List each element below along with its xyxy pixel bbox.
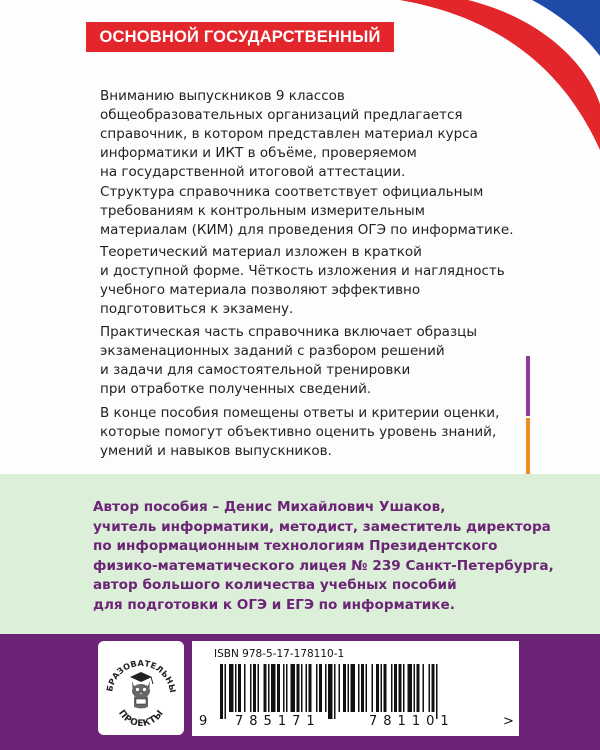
barcode-bar	[414, 664, 416, 712]
description-paragraph-1	[100, 87, 500, 182]
barcode-bar	[238, 664, 241, 712]
text-line: и задачи для самостоятельной тренировки	[100, 362, 411, 378]
barcode-bar	[351, 664, 356, 712]
barcode-bar	[297, 664, 300, 712]
barcode-bar	[366, 664, 368, 712]
text-line: на государственной итоговой аттестации.	[100, 164, 406, 180]
barcode-bar	[235, 664, 237, 712]
barcode-bar	[343, 664, 346, 712]
barcode-bars	[220, 664, 494, 719]
author-line: учитель информатики, методист, заместитель директора	[93, 518, 551, 535]
barcode-bar	[301, 664, 303, 712]
barcode-bar	[372, 664, 374, 712]
barcode-bar	[381, 664, 383, 712]
barcode-bar	[244, 664, 246, 712]
barcode-bar	[271, 664, 276, 712]
author-line: автор большого количества учебных пособий	[93, 577, 457, 593]
barcode-bar	[403, 664, 405, 712]
text-line: которые помогут объективно оценить уровень знаний,	[100, 424, 497, 440]
barcode-bar	[358, 664, 360, 712]
barcode-bar	[325, 664, 327, 712]
text-line: экзаменационных заданий с разбором решений	[100, 343, 445, 359]
orange-side-stripe	[526, 418, 530, 474]
barcode-bar	[286, 664, 288, 712]
barcode-bar	[348, 664, 350, 712]
barcode-bar	[339, 664, 341, 712]
purple-side-stripe	[526, 356, 530, 416]
text-line: информатики и ИКТ в объёме, проверяемом	[100, 145, 417, 161]
barcode-bar	[277, 664, 280, 712]
barcode-bar	[268, 664, 270, 712]
text-line: при отработке полученных сведений.	[100, 381, 372, 397]
barcode-bar	[253, 664, 256, 712]
barcode-bar	[309, 664, 312, 712]
series-title-banner: ОСНОВНОЙ ГОСУДАРСТВЕННЫЙ ЭКЗАМЕН	[86, 22, 394, 52]
publisher-logo	[98, 641, 184, 735]
barcode-bar	[229, 664, 234, 712]
barcode-digit-first: 9	[199, 714, 208, 729]
barcode-bar	[423, 664, 425, 712]
barcode-bar	[283, 664, 285, 712]
publisher-logo-graphic	[98, 641, 184, 735]
barcode-bar	[432, 664, 435, 712]
barcode-bar	[394, 664, 397, 712]
author-line: Автор пособия – Денис Михайлович Ушаков,	[93, 499, 446, 515]
text-line: и доступной форме. Чёткость изложения и наглядность	[100, 263, 505, 279]
barcode-bar	[334, 664, 336, 719]
text-line: Теоретический материал изложен в краткой	[100, 244, 422, 260]
text-line: подготовиться к экзамену.	[100, 301, 294, 317]
logo-text-top: БРАЗОВАТЕЛЬНЫ	[104, 657, 179, 694]
barcode-block	[192, 641, 519, 736]
text-line: справочник, в котором представлен материал курса	[100, 126, 478, 142]
description-paragraph-4	[100, 323, 500, 399]
text-line: учебного материала позволяют эффективно	[100, 282, 421, 298]
svg-text:ПРОЕКТЫ	[116, 708, 166, 729]
barcode-bar	[319, 664, 322, 712]
barcode-bar	[220, 664, 223, 719]
author-line: физико-математического лицея № 239 Санкт-Петербурга,	[93, 557, 554, 574]
description-paragraph-2	[100, 183, 514, 240]
author-info	[93, 498, 554, 615]
logo-text-bottom: ПРОЕКТЫ	[116, 708, 166, 730]
barcode-bar	[225, 664, 227, 719]
text-line: Структура справочника соответствует официальным	[100, 184, 484, 200]
description-paragraph-5	[100, 404, 500, 461]
text-line: общеобразовательных организаций предлагается	[100, 107, 463, 123]
barcode-bar	[264, 664, 267, 712]
text-line: требованиям к контрольным измерительным	[100, 203, 425, 219]
barcode-bar	[258, 664, 260, 712]
isbn-label: ISBN 978-5-17-178110-1	[214, 648, 345, 660]
barcode-bar	[376, 664, 379, 712]
text-line: Практическая часть справочника включает образцы	[100, 324, 477, 340]
text-line: В конце пособия помещены ответы и критерии оценки,	[100, 405, 500, 421]
text-line: умений и навыков выпускников.	[100, 443, 332, 459]
barcode-bar	[328, 664, 333, 719]
barcode-bar	[306, 664, 308, 712]
barcode-bar	[384, 664, 387, 712]
description-paragraph-3	[100, 243, 505, 319]
barcode-bar	[316, 664, 318, 712]
text-line: Вниманию выпускников 9 классов	[100, 88, 345, 104]
barcode-bar	[417, 664, 420, 712]
barcode-digits-end: >	[503, 714, 514, 729]
author-line: для подготовки к ОГЭ и ЕГЭ по информатике.	[93, 596, 455, 613]
barcode-bar	[291, 664, 296, 712]
author-line: по информационным технологиям Президентского	[93, 538, 498, 554]
barcode-digits-group-1: 785171	[235, 714, 321, 729]
text-line: материалам (КИМ) для проведения ОГЭ по информатике.	[100, 222, 514, 238]
cat-with-graduation-cap-icon	[130, 672, 153, 709]
barcode-bar	[250, 664, 252, 712]
barcode-bar	[399, 664, 402, 712]
barcode-bar	[429, 664, 431, 712]
barcode-digits-group-2: 781101	[369, 714, 455, 729]
barcode-bar	[436, 664, 438, 719]
barcode-bar	[361, 664, 364, 712]
barcode-digits	[199, 714, 515, 732]
barcode-bar	[408, 664, 413, 712]
barcode-bar	[391, 664, 393, 712]
